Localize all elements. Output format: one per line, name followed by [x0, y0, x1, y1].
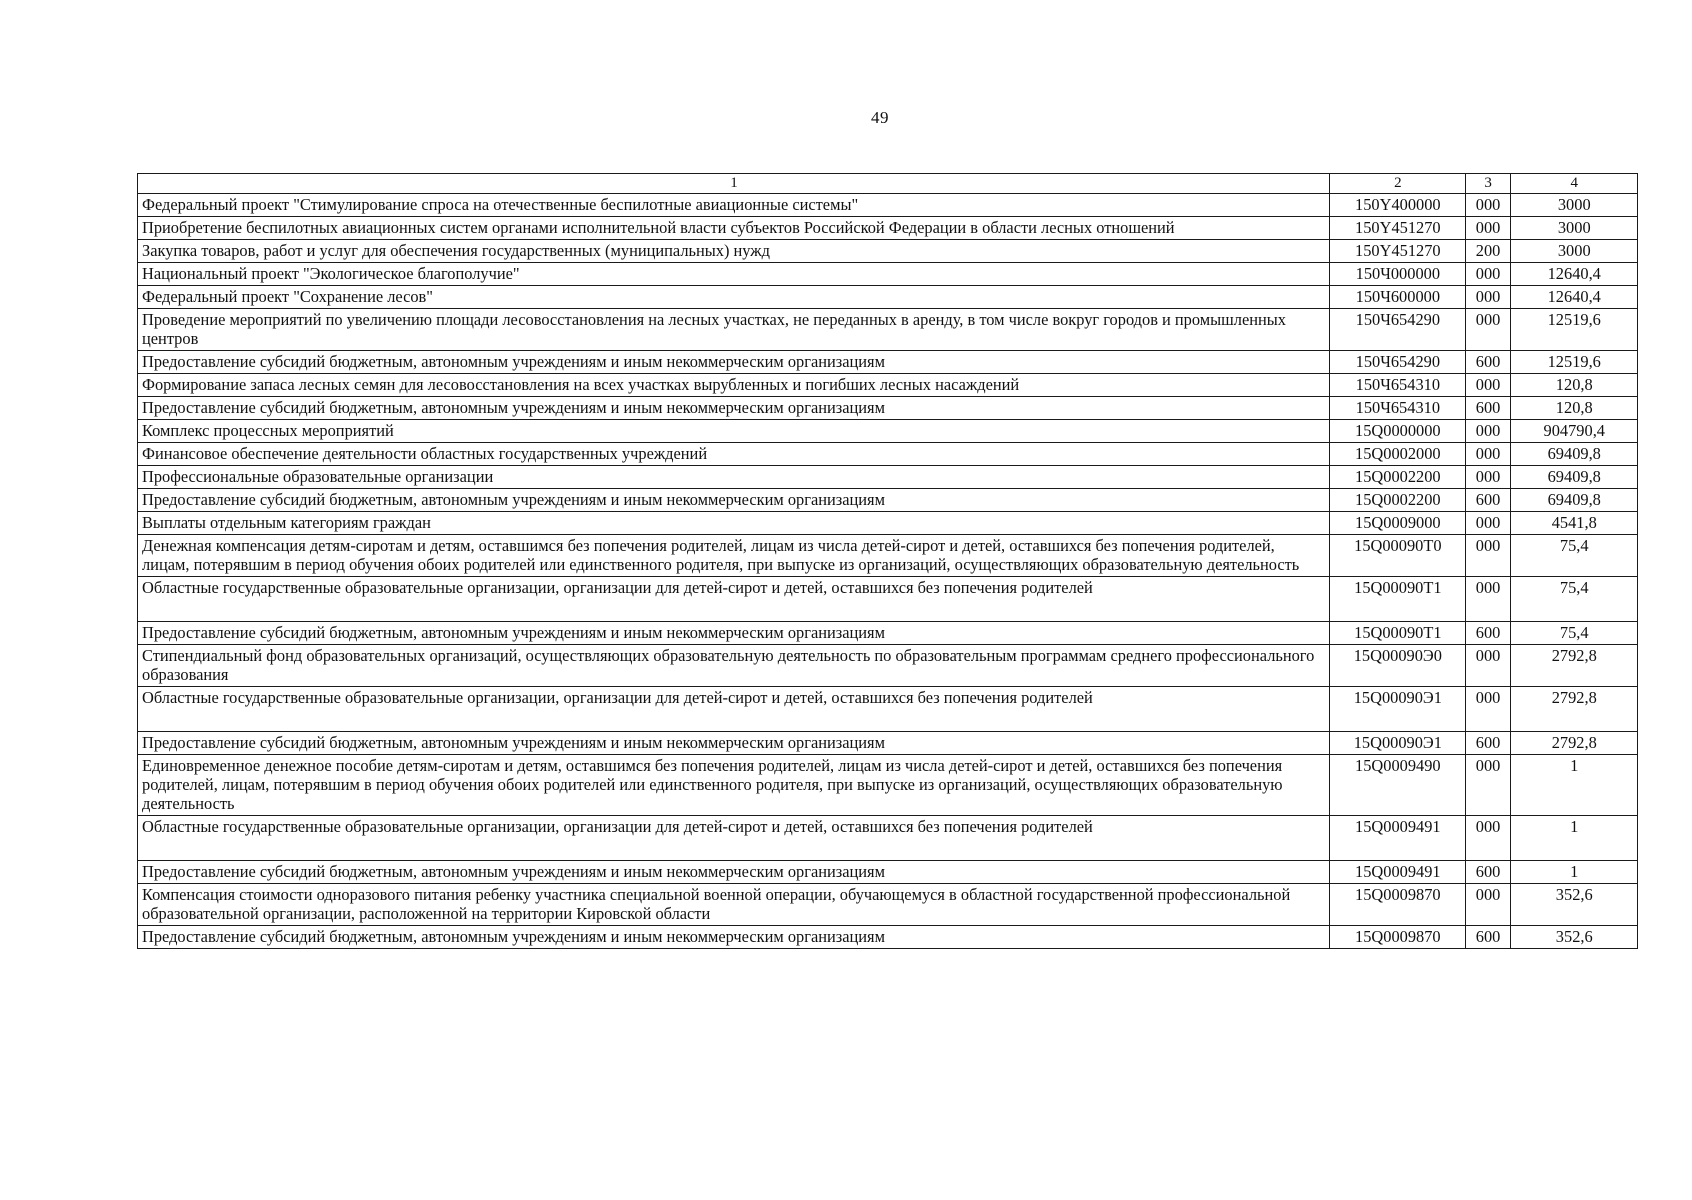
- row-code-cell: 15Q00090Э0: [1330, 645, 1466, 687]
- table-row: [138, 263, 1638, 286]
- row-name-cell: Областные государственные образовательные организации, организации для детей-сирот и детей, оставшихся без попечения родителей: [138, 816, 1330, 861]
- row-amount-cell: 2792,8: [1510, 645, 1638, 687]
- table-row: [138, 622, 1638, 645]
- row-code-cell: 15Q00090Э1: [1330, 732, 1466, 755]
- row-name-cell: Федеральный проект "Стимулирование спроса на отечественные беспилотные авиационные системы": [138, 194, 1330, 217]
- row-amount-cell: 69409,8: [1510, 466, 1638, 489]
- row-amount-cell: 1: [1510, 861, 1638, 884]
- table-row: [138, 512, 1638, 535]
- row-name-cell: Проведение мероприятий по увеличению площади лесовосстановления на лесных участках, не переданных в аренду, в том числе вокруг городов и промышленных центров: [138, 309, 1330, 351]
- row-amount-cell: 352,6: [1510, 884, 1638, 926]
- row-amount-cell: 120,8: [1510, 397, 1638, 420]
- row-amount-cell: 69409,8: [1510, 489, 1638, 512]
- table-row: [138, 374, 1638, 397]
- row-name-cell: Приобретение беспилотных авиационных систем органами исполнительной власти субъектов Российской Федерации в области лесных отношений: [138, 217, 1330, 240]
- row-expense-type-cell: 000: [1465, 687, 1510, 732]
- row-amount-cell: 2792,8: [1510, 732, 1638, 755]
- row-amount-cell: 69409,8: [1510, 443, 1638, 466]
- row-name-cell: Комплекс процессных мероприятий: [138, 420, 1330, 443]
- table-row: [138, 577, 1638, 622]
- row-expense-type-cell: 600: [1465, 926, 1510, 949]
- table-row: [138, 309, 1638, 351]
- row-name-cell: Единовременное денежное пособие детям-сиротам и детям, оставшимся без попечения родителей, лицам из числа детей-сирот и детей, оставшихся без попечения родителей, лицам, потерявшим в период обучения обоих родителей или единственного родителя, при выпуске из организаций, осуществляющих образовательную деятельность: [138, 755, 1330, 816]
- row-name-cell: Предоставление субсидий бюджетным, автономным учреждениям и иным некоммерческим организациям: [138, 861, 1330, 884]
- table-row: [138, 489, 1638, 512]
- row-code-cell: 150Ч000000: [1330, 263, 1466, 286]
- row-code-cell: 15Q0009491: [1330, 861, 1466, 884]
- table-row: [138, 397, 1638, 420]
- row-code-cell: 150Ч654290: [1330, 351, 1466, 374]
- row-code-cell: 15Q0009870: [1330, 926, 1466, 949]
- row-amount-cell: 4541,8: [1510, 512, 1638, 535]
- row-code-cell: 150Y451270: [1330, 217, 1466, 240]
- row-amount-cell: 2792,8: [1510, 687, 1638, 732]
- row-code-cell: 15Q0002200: [1330, 466, 1466, 489]
- row-code-cell: 150Ч600000: [1330, 286, 1466, 309]
- row-amount-cell: 75,4: [1510, 622, 1638, 645]
- row-expense-type-cell: 600: [1465, 351, 1510, 374]
- table-row: [138, 816, 1638, 861]
- row-expense-type-cell: 000: [1465, 420, 1510, 443]
- table-row: [138, 466, 1638, 489]
- row-expense-type-cell: 000: [1465, 194, 1510, 217]
- row-name-cell: Стипендиальный фонд образовательных организаций, осуществляющих образовательную деятельность по образовательным программам среднего профессионального образования: [138, 645, 1330, 687]
- row-code-cell: 15Q00090Т0: [1330, 535, 1466, 577]
- row-name-cell: Денежная компенсация детям-сиротам и детям, оставшимся без попечения родителей, лицам из числа детей-сирот и детей, оставшихся без попечения родителей, лицам, потерявшим в период обучения обоих родителей или единственного родителя, при выпуске из организаций, осуществляющих образовательную деятельность: [138, 535, 1330, 577]
- row-amount-cell: 12640,4: [1510, 286, 1638, 309]
- row-expense-type-cell: 600: [1465, 397, 1510, 420]
- row-name-cell: Федеральный проект "Сохранение лесов": [138, 286, 1330, 309]
- table-row: [138, 687, 1638, 732]
- row-name-cell: Предоставление субсидий бюджетным, автономным учреждениям и иным некоммерческим организациям: [138, 926, 1330, 949]
- table-row: [138, 732, 1638, 755]
- table-row: [138, 286, 1638, 309]
- row-expense-type-cell: 000: [1465, 535, 1510, 577]
- row-code-cell: 15Q00090Э1: [1330, 687, 1466, 732]
- row-expense-type-cell: 600: [1465, 622, 1510, 645]
- row-expense-type-cell: 600: [1465, 489, 1510, 512]
- row-code-cell: 150Ч654310: [1330, 374, 1466, 397]
- row-name-cell: Предоставление субсидий бюджетным, автономным учреждениям и иным некоммерческим организациям: [138, 351, 1330, 374]
- row-code-cell: 15Q0002200: [1330, 489, 1466, 512]
- budget-table: [137, 173, 1638, 949]
- row-amount-cell: 12519,6: [1510, 351, 1638, 374]
- row-amount-cell: 3000: [1510, 194, 1638, 217]
- row-expense-type-cell: 000: [1465, 286, 1510, 309]
- row-name-cell: Областные государственные образовательные организации, организации для детей-сирот и детей, оставшихся без попечения родителей: [138, 687, 1330, 732]
- table-row: [138, 884, 1638, 926]
- column-header-name: 1: [138, 174, 1330, 194]
- row-expense-type-cell: 000: [1465, 466, 1510, 489]
- row-expense-type-cell: 000: [1465, 443, 1510, 466]
- row-expense-type-cell: 000: [1465, 309, 1510, 351]
- table-row: [138, 420, 1638, 443]
- row-code-cell: 15Q0009490: [1330, 755, 1466, 816]
- row-amount-cell: 904790,4: [1510, 420, 1638, 443]
- table-row: [138, 443, 1638, 466]
- row-code-cell: 15Q0009870: [1330, 884, 1466, 926]
- row-amount-cell: 120,8: [1510, 374, 1638, 397]
- table-row: [138, 217, 1638, 240]
- row-expense-type-cell: 000: [1465, 645, 1510, 687]
- row-expense-type-cell: 600: [1465, 861, 1510, 884]
- table-row: [138, 535, 1638, 577]
- table-row: [138, 755, 1638, 816]
- row-expense-type-cell: 000: [1465, 755, 1510, 816]
- row-name-cell: Предоставление субсидий бюджетным, автономным учреждениям и иным некоммерческим организациям: [138, 397, 1330, 420]
- row-expense-type-cell: 000: [1465, 816, 1510, 861]
- row-amount-cell: 1: [1510, 816, 1638, 861]
- column-header-code: 2: [1330, 174, 1466, 194]
- row-code-cell: 150Y400000: [1330, 194, 1466, 217]
- table-header-row: [138, 174, 1638, 194]
- row-amount-cell: 75,4: [1510, 535, 1638, 577]
- row-name-cell: Компенсация стоимости одноразового питания ребенку участника специальной военной операции, обучающемуся в областной государственной профессиональной образовательной организации, расположенной на территории Кировской области: [138, 884, 1330, 926]
- row-expense-type-cell: 000: [1465, 263, 1510, 286]
- row-name-cell: Предоставление субсидий бюджетным, автономным учреждениям и иным некоммерческим организациям: [138, 489, 1330, 512]
- row-name-cell: Выплаты отдельным категориям граждан: [138, 512, 1330, 535]
- row-code-cell: 150Y451270: [1330, 240, 1466, 263]
- row-code-cell: 15Q00090Т1: [1330, 577, 1466, 622]
- row-name-cell: Финансовое обеспечение деятельности областных государственных учреждений: [138, 443, 1330, 466]
- row-amount-cell: 1: [1510, 755, 1638, 816]
- row-code-cell: 15Q0002000: [1330, 443, 1466, 466]
- row-code-cell: 15Q0009491: [1330, 816, 1466, 861]
- table-body: [138, 194, 1638, 949]
- table-row: [138, 861, 1638, 884]
- row-expense-type-cell: 600: [1465, 732, 1510, 755]
- row-amount-cell: 352,6: [1510, 926, 1638, 949]
- row-amount-cell: 3000: [1510, 240, 1638, 263]
- row-name-cell: Национальный проект "Экологическое благополучие": [138, 263, 1330, 286]
- row-expense-type-cell: 000: [1465, 217, 1510, 240]
- row-amount-cell: 12519,6: [1510, 309, 1638, 351]
- row-expense-type-cell: 000: [1465, 884, 1510, 926]
- row-code-cell: 150Ч654310: [1330, 397, 1466, 420]
- table-row: [138, 240, 1638, 263]
- row-amount-cell: 75,4: [1510, 577, 1638, 622]
- row-name-cell: Областные государственные образовательные организации, организации для детей-сирот и детей, оставшихся без попечения родителей: [138, 577, 1330, 622]
- table-row: [138, 194, 1638, 217]
- page-number: 49: [871, 108, 889, 127]
- row-name-cell: Предоставление субсидий бюджетным, автономным учреждениям и иным некоммерческим организациям: [138, 732, 1330, 755]
- row-code-cell: 15Q0000000: [1330, 420, 1466, 443]
- row-name-cell: Формирование запаса лесных семян для лесовосстановления на всех участках вырубленных и погибших лесных насаждений: [138, 374, 1330, 397]
- table-row: [138, 926, 1638, 949]
- row-code-cell: 15Q0009000: [1330, 512, 1466, 535]
- row-name-cell: Закупка товаров, работ и услуг для обеспечения государственных (муниципальных) нужд: [138, 240, 1330, 263]
- row-code-cell: 150Ч654290: [1330, 309, 1466, 351]
- row-amount-cell: 12640,4: [1510, 263, 1638, 286]
- row-expense-type-cell: 000: [1465, 374, 1510, 397]
- row-amount-cell: 3000: [1510, 217, 1638, 240]
- column-header-expense-type: 3: [1465, 174, 1510, 194]
- row-name-cell: Предоставление субсидий бюджетным, автономным учреждениям и иным некоммерческим организациям: [138, 622, 1330, 645]
- row-expense-type-cell: 000: [1465, 512, 1510, 535]
- row-expense-type-cell: 200: [1465, 240, 1510, 263]
- column-header-amount: 4: [1510, 174, 1638, 194]
- table-row: [138, 645, 1638, 687]
- row-name-cell: Профессиональные образовательные организации: [138, 466, 1330, 489]
- table-row: [138, 351, 1638, 374]
- row-expense-type-cell: 000: [1465, 577, 1510, 622]
- row-code-cell: 15Q00090Т1: [1330, 622, 1466, 645]
